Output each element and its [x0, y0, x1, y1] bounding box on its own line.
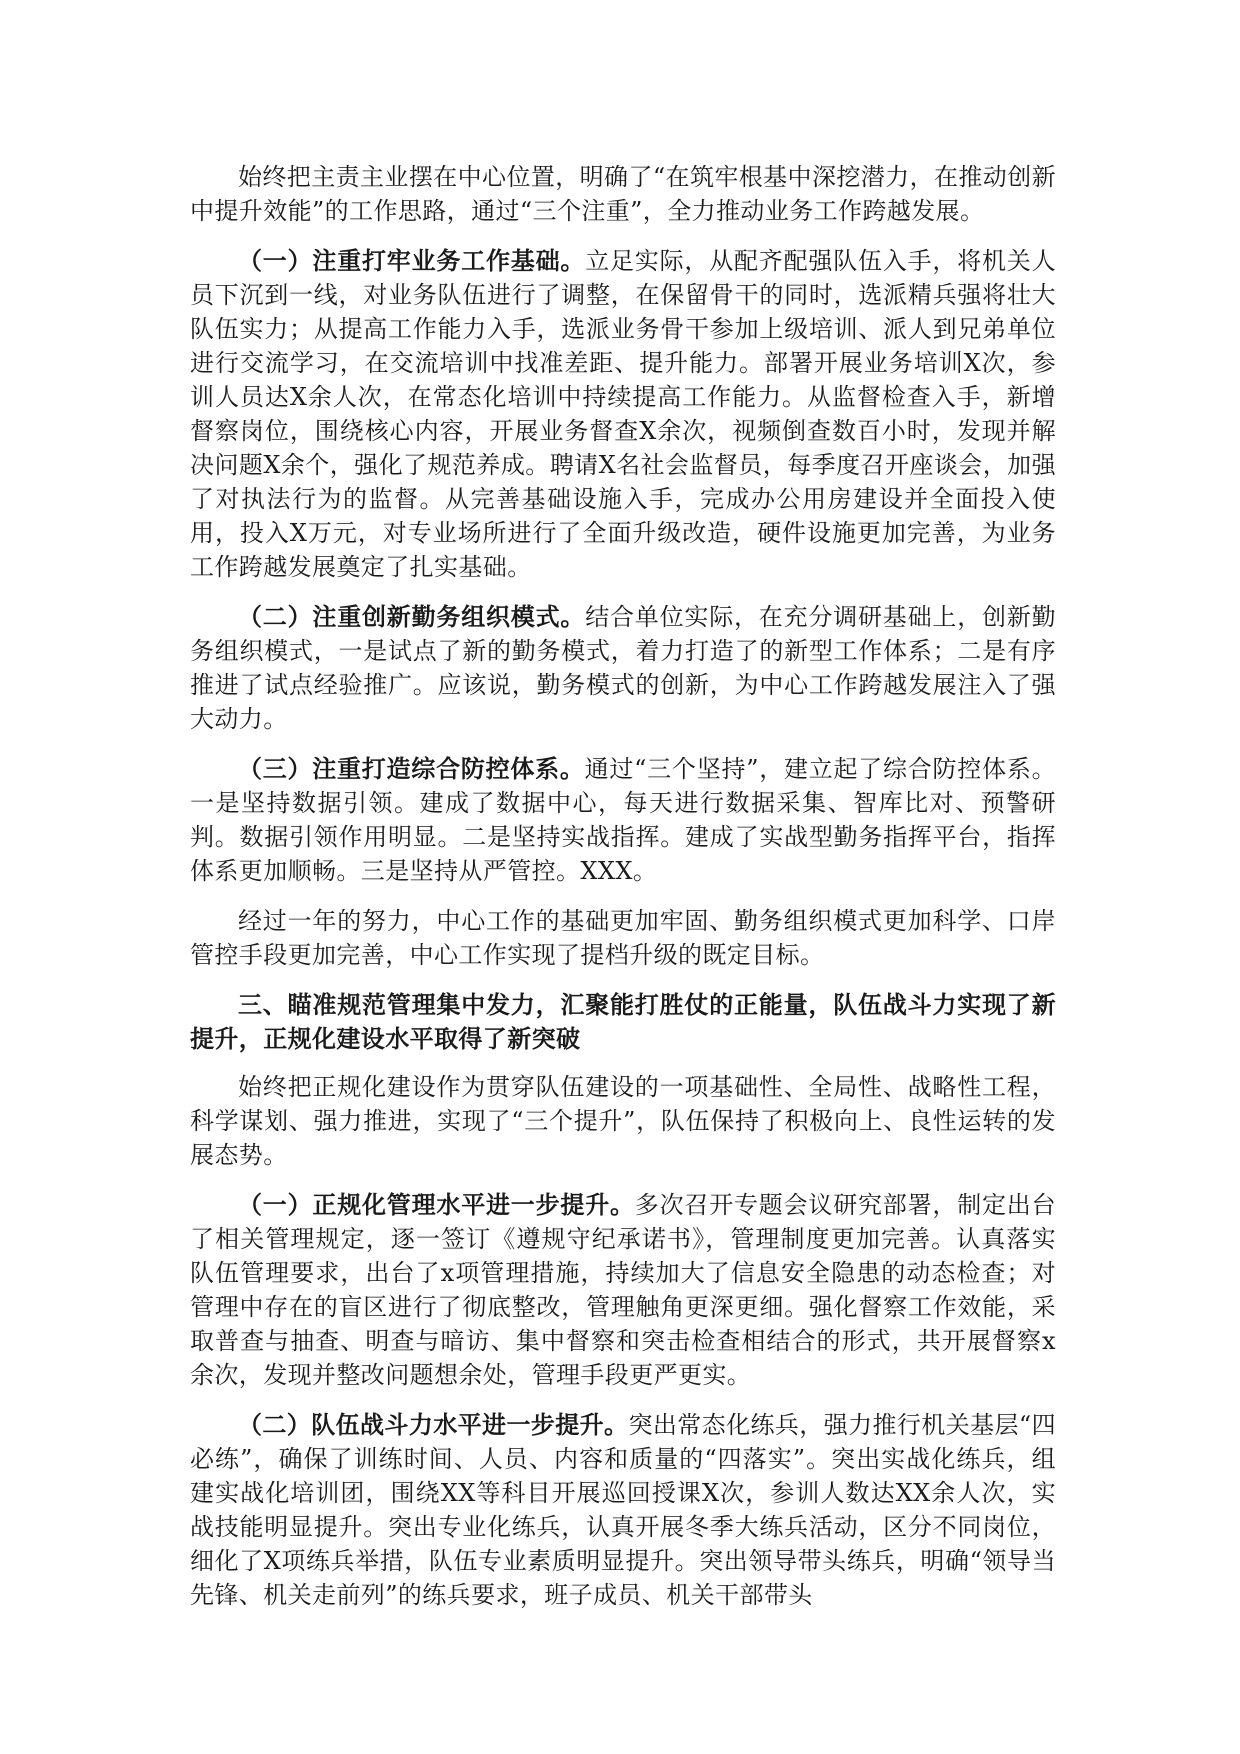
- chapter-3-intro-paragraph: 始终把正规化建设作为贯穿队伍建设的一项基础性、全局性、战略性工程，科学谋划、强力推进，实现了“三个提升”，队伍保持了积极向上、良性运转的发展态势。: [190, 1073, 1056, 1169]
- section-3-body: 通过“三个坚持”，建立起了综合防控体系。一是坚持数据引领。建成了数据中心，每天进行数据采集、智库比对、预警研判。数据引领作用明显。二是坚持实战指挥。建成了实战型勤务指挥平台，指挥体系更加顺畅。三是坚持从严管控。XXX。: [190, 755, 1056, 885]
- chapter-3-section-1-title: （一）正规化管理水平进一步提升。: [238, 1190, 635, 1219]
- section-1-title: （一）注重打牢业务工作基础。: [238, 246, 586, 275]
- section-2-body: 结合单位实际，在充分调研基础上，创新勤务组织模式，一是试点了新的勤务模式，着力打造了的新型工作体系；二是有序推进了试点经验推广。应该说，勤务模式的创新，为中心工作跨越发展注入了强大动力。: [190, 603, 1056, 733]
- summary-paragraph: 经过一年的努力，中心工作的基础更加牢固、勤务组织模式更加科学、口岸管控手段更加完善，中心工作实现了提档升级的既定目标。: [190, 907, 1056, 969]
- chapter-3-heading: 三、瞄准规范管理集中发力，汇聚能打胜仗的正能量，队伍战斗力实现了新提升，正规化建设水平取得了新突破: [190, 990, 1056, 1053]
- section-1-body: 立足实际，从配齐配强队伍入手，将机关人员下沉到一线，对业务队伍进行了调整，在保留骨干的同时，选派精兵强将壮大队伍实力；从提高工作能力入手，选派业务骨干参加上级培训、派人到兄弟单位进行交流学习，在交流培训中找准差距、提升能力。部署开展业务培训X次，参训人员达X余人次，在常态化培训中持续提高工作能力。从监督检查入手，新增督察岗位，围绕核心内容，开展业务督查X余次，视频倒查数百小时，发现并解决问题X余个，强化了规范养成。聘请X名社会监督员，每季度召开座谈会，加强了对执法行为的监督。从完善基础设施入手，完成办公用房建设并全面投入使用，投入X万元，对专业场所进行了全面升级改造，硬件设施更加完善，为业务工作跨越发展奠定了扎实基础。: [190, 247, 1056, 581]
- chapter-3-section-2-paragraph: [190, 1408, 1056, 1612]
- section-1-paragraph: [190, 244, 1056, 584]
- section-3-title: （三）注重打造综合防控体系。: [238, 754, 585, 783]
- chapter-3-section-2-title: （二）队伍战斗力水平进一步提升。: [238, 1410, 629, 1439]
- chapter-3-section-2-body: 突出常态化练兵，强力推行机关基层“四必练”，确保了训练时间、人员、内容和质量的“四落实”。突出实战化练兵，组建实战化培训团，围绕XX等科目开展巡回授课X次，参训人数达XX余人次，实战技能明显提升。突出专业化练兵，认真开展冬季大练兵活动，区分不同岗位，细化了X项练兵举措，队伍专业素质明显提升。突出领导带头练兵，明确“领导当先锋、机关走前列”的练兵要求，班子成员、机关干部带头: [190, 1411, 1057, 1609]
- section-2-paragraph: [190, 600, 1056, 736]
- chapter-3-section-1-paragraph: [190, 1188, 1056, 1392]
- section-3-paragraph: [190, 752, 1056, 888]
- chapter-3-section-1-body: 多次召开专题会议研究部署，制定出台了相关管理规定，逐一签订《遵规守纪承诺书》，管理制度更加完善。认真落实队伍管理要求，出台了x项管理措施，持续加大了信息安全隐患的动态检查；对管理中存在的盲区进行了彻底整改，管理触角更深更细。强化督察工作效能，采取普查与抽查、明查与暗访、集中督察和突击检查相结合的形式，共开展督察x余次，发现并整改问题想余处，管理手段更严更实。: [190, 1191, 1056, 1389]
- document-page: [190, 160, 1056, 1628]
- section-2-title: （二）注重创新勤务组织模式。: [238, 602, 586, 631]
- intro-paragraph: 始终把主责主业摆在中心位置，明确了“在筑牢根基中深挖潜力，在推动创新中提升效能”的工作思路，通过“三个注重”，全力推动业务工作跨越发展。: [190, 163, 1056, 225]
